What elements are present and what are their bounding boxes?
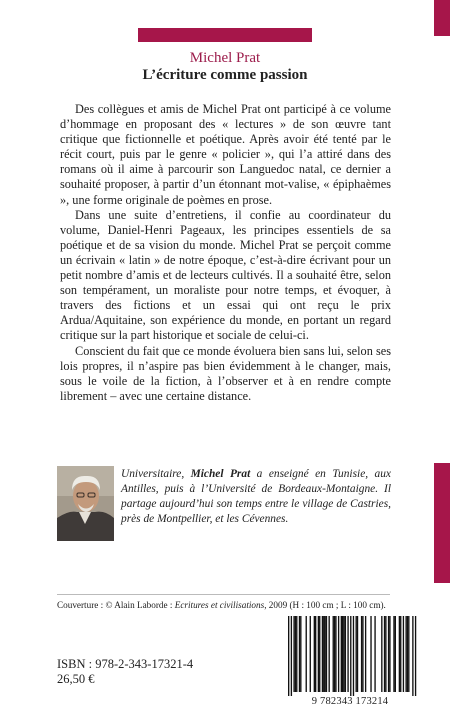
paragraph-1: Des collègues et amis de Michel Prat ont participé à ce volume d’hommage en proposant des « lectures » de son œuvre tant critique que fictionnelle et poétique. Après avoir été tenté par le récit court, puis par le genre « policier », qui l’a attiré dans des romans où il aime à parcourir son Languedoc natal, ce dernier a souhaité proposer, à partir d’un étonnant mot-valise, « épiphaèmes », une forme originale de poèmes en prose. (60, 102, 391, 207)
paragraph-3: Conscient du fait que ce monde évoluera bien sans lui, selon ses lois propres, il n’aspire pas bien évidemment à le changer, mais, sous le voile de la fiction, à l’observer et à en rendre compte librement – avec une certaine distance. (60, 343, 391, 403)
barcode-bar (395, 616, 396, 692)
barcode-bars (270, 612, 430, 696)
divider (57, 594, 390, 595)
barcode-bar (291, 616, 292, 696)
spine-strip-bottom (434, 463, 450, 583)
barcode-bar (385, 616, 386, 692)
barcode-bar (334, 616, 335, 692)
barcode-bar (288, 616, 289, 696)
barcode-bar (347, 616, 348, 692)
top-accent-bar (138, 28, 312, 42)
barcode-bar (365, 616, 366, 692)
barcode-bar (342, 616, 343, 692)
bio-intro: Universitaire, (121, 468, 191, 480)
barcode-bar (407, 616, 408, 692)
barcode-bar (403, 616, 404, 692)
barcode-bar (388, 616, 389, 692)
author-name: Michel Prat (189, 50, 261, 66)
paragraph-2: Dans une suite d’entretiens, il confie au coordinateur du volume, Daniel-Henri Pageaux, les principes essentiels de sa poétique et de sa vision du monde. Michel Prat se perçoit comme un écrivain « latin » de notre époque, c’est-à-dire écrivant pour un petit nombre d’amis et de lecteurs cultivés. Il a souhaité être, selon son tempérament, un moraliste pour notre temps, et évoquer, à travers des fictions et un essai qui ont reçu le prix Ardua/Aquitaine, son expérience du monde, en portant un regard critique sur la part historique et sociale de celui-ci. (60, 207, 391, 343)
spine-strip-top (434, 0, 450, 36)
barcode-bar (318, 616, 319, 692)
back-cover-text (60, 102, 391, 404)
price: 26,50 € (57, 672, 95, 686)
credit-dimensions: , 2009 (H : 100 cm ; L : 100 cm). (264, 600, 386, 610)
barcode-bar (333, 616, 334, 692)
barcode-number: 9 782343 173214 (311, 696, 389, 707)
barcode-bar (362, 616, 363, 692)
credit-work-title: Ecritures et civilisations (174, 600, 265, 610)
barcode-bar (384, 616, 385, 692)
barcode-bar (324, 616, 325, 692)
author-photo (57, 466, 114, 541)
barcode-bar (299, 616, 300, 692)
bio-author-name: Michel Prat (190, 468, 251, 480)
barcode-bar (361, 616, 362, 692)
barcode-bar (296, 616, 297, 692)
author-bio (121, 467, 391, 527)
barcode-bar (335, 616, 336, 692)
barcode-bar (319, 616, 320, 692)
barcode-bar (356, 616, 357, 692)
barcode-bar (338, 616, 339, 692)
barcode-bar (357, 616, 358, 692)
barcode-bar (341, 616, 342, 692)
barcode-bar (314, 616, 315, 692)
barcode-bar (345, 616, 346, 692)
barcode-bar (400, 616, 401, 692)
barcode-bar (329, 616, 330, 692)
cover-credit (57, 600, 397, 610)
barcode-bar (374, 616, 375, 692)
barcode-bar (295, 616, 296, 692)
bio-text: a enseigné en Tunisie, aux Antilles, puis à l’Université de Bordeaux-Montaigne. Il partage aujourd’hui son temps entre le village de Castries, près de Montpellier, et les Cévennes. (121, 468, 391, 525)
barcode-bar (300, 616, 301, 692)
barcode-bar (415, 616, 416, 696)
credit-prefix: Couverture : © Alain Laborde : (57, 600, 175, 610)
barcode-bar (405, 616, 406, 692)
barcode-bar (310, 616, 311, 692)
barcode-bar (370, 616, 371, 692)
barcode-bar (412, 616, 413, 696)
barcode-bar (408, 616, 409, 692)
barcode-bar (306, 616, 307, 692)
barcode-bar (353, 616, 354, 696)
barcode-bar (322, 616, 323, 692)
book-title: L’écriture comme passion (142, 67, 308, 83)
barcode-bar (326, 616, 327, 692)
author-portrait-image (57, 466, 114, 541)
barcode-bar (381, 616, 382, 692)
barcode-bar (393, 616, 394, 692)
isbn: ISBN : 978-2-343-17321-4 (57, 657, 194, 671)
barcode-bar (399, 616, 400, 692)
barcode-bar (343, 616, 344, 692)
barcode-bar (323, 616, 324, 692)
barcode-bar (315, 616, 316, 692)
barcode-bar (350, 616, 351, 696)
barcode-bar (389, 616, 390, 692)
barcode-bar (293, 616, 294, 692)
